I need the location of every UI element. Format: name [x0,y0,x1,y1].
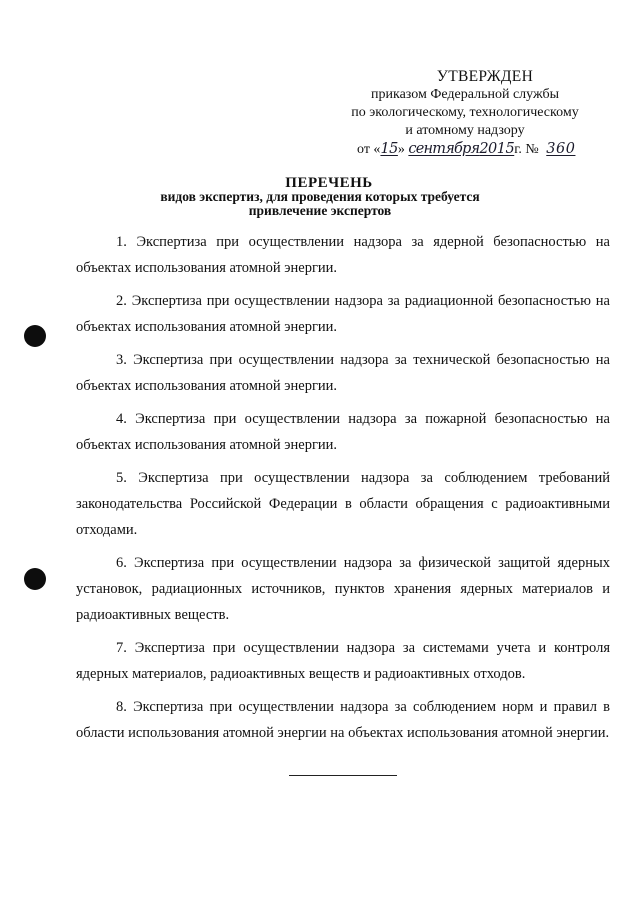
document-heading [0,176,640,218]
list-item: 6. Экспертиза при осуществлении надзора за физической защитой ядерных установок, радиационных источников, пунктов хранения ядерных материалов и радиоактивных веществ. [76,555,610,623]
closing-divider [289,775,397,776]
date-prefix: от « [357,142,381,157]
expertise-list [76,229,610,753]
list-item: 5. Экспертиза при осуществлении надзора за соблюдением требований законодательства Российской Федерации в области обращения с радиоактивными отходами. [76,470,610,538]
approval-block [330,68,600,140]
handwritten-month: сентября [408,141,480,157]
list-item: 2. Экспертиза при осуществлении надзора за радиационной безопасностью на объектах использования атомной энергии. [76,293,610,335]
approval-line: приказом Федеральной службы [371,87,559,102]
date-mid: » [397,142,409,157]
heading-subtitle-line: видов экспертиз, для проведения которых требуется [160,189,480,204]
punch-hole [24,325,46,347]
approval-title: УТВЕРЖДЕН [436,68,534,85]
year-suffix: г. № [514,142,543,157]
punch-hole [24,568,46,590]
heading-subtitle-line: привлечение экспертов [248,203,392,218]
handwritten-order-number: 360 [546,141,576,157]
heading-title: ПЕРЕЧЕНЬ [285,175,373,191]
approval-line: и атомному надзору [405,123,525,138]
order-date-number [357,139,581,160]
list-item: 7. Экспертиза при осуществлении надзора за системами учета и контроля ядерных материалов, радиоактивных веществ и радиоактивных отходов. [76,640,610,682]
list-item: 8. Экспертиза при осуществлении надзора за соблюдением норм и правил в области использования атомной энергии на объектах использования атомной энергии. [76,699,610,741]
list-item: 4. Экспертиза при осуществлении надзора за пожарной безопасностью на объектах использования атомной энергии. [76,411,610,453]
list-item: 3. Экспертиза при осуществлении надзора за технической безопасностью на объектах использования атомной энергии. [76,352,610,394]
handwritten-day: 15 [380,141,398,157]
handwritten-year: 2015 [479,141,515,157]
list-item: 1. Экспертиза при осуществлении надзора за ядерной безопасностью на объектах использования атомной энергии. [76,234,610,276]
approval-line: по экологическому, технологическому [351,105,579,120]
